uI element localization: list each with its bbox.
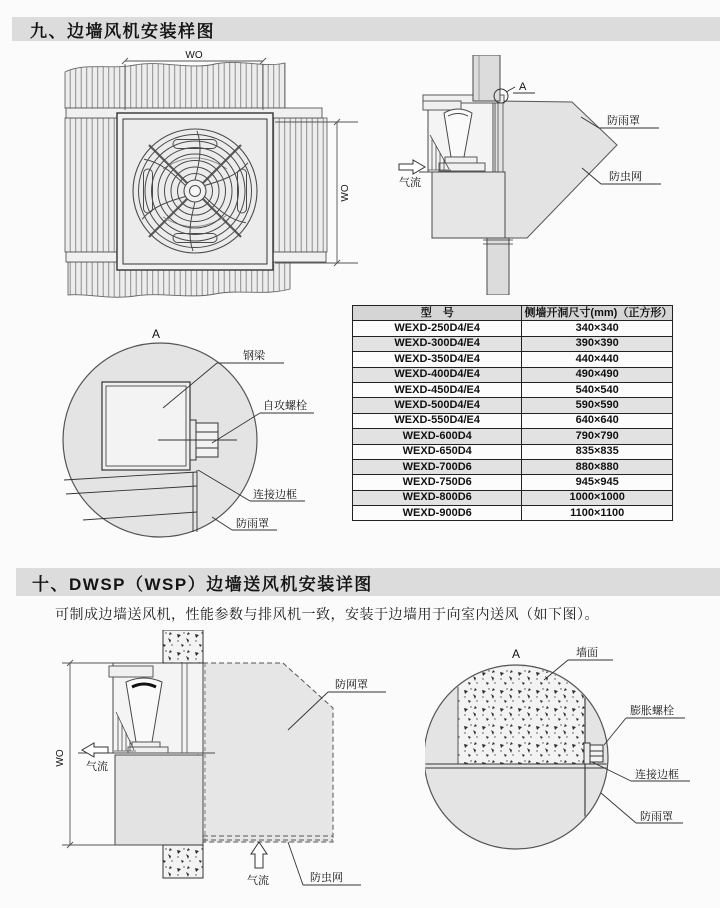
table-row	[353, 336, 673, 351]
rain-cover-label10: 防雨罩	[640, 811, 673, 823]
insect-net-callout	[582, 168, 661, 184]
connecting-frame-label: 连接边框	[253, 489, 297, 501]
spec-table	[352, 305, 673, 521]
size-cell: 390×390	[522, 336, 673, 351]
model-cell: WEXD-550D4/E4	[353, 413, 522, 428]
net-cover-label: 防网罩	[335, 679, 368, 691]
dim-height-label: WO	[340, 184, 351, 202]
net-hood-shape	[203, 663, 333, 842]
insect-net-label: 防虫网	[609, 171, 642, 183]
rain-cover-callout10	[601, 793, 683, 823]
size-cell: 790×790	[522, 429, 673, 444]
table-row	[353, 506, 673, 521]
model-cell: WEXD-400D4/E4	[353, 367, 522, 382]
table-row	[353, 352, 673, 367]
detail-a-marker10: A	[512, 647, 521, 661]
dim-height10-label: WO	[55, 749, 66, 767]
size-header: 侧墙开洞尺寸(mm)（正方形）	[522, 306, 673, 321]
detail-a-marker: A	[152, 327, 161, 341]
table-row	[353, 321, 673, 336]
size-cell: 640×640	[522, 413, 673, 428]
lower-housing	[432, 172, 505, 238]
expansion-bolt-shape	[584, 743, 603, 764]
airflow-left-arrow-icon	[82, 743, 108, 757]
section10-intro: 可制成边墙送风机，性能参数与排风机一致，安装于边墙用于向室内送风（如下图）。	[55, 606, 599, 622]
model-cell: WEXD-250D4/E4	[353, 321, 522, 336]
size-cell: 340×340	[522, 321, 673, 336]
steel-beam-label: 钢梁	[243, 350, 265, 362]
size-cell: 835×835	[522, 444, 673, 459]
size-cell: 490×490	[522, 367, 673, 382]
self-tapping-bolt-label: 自攻螺栓	[263, 400, 307, 412]
model-cell: WEXD-600D4	[353, 429, 522, 444]
size-cell: 590×590	[522, 398, 673, 413]
table-row	[353, 475, 673, 490]
size-cell: 1100×1100	[522, 506, 673, 521]
fan-unit10	[109, 663, 203, 753]
lower-housing10	[115, 755, 203, 845]
rain-hood-shape	[495, 101, 617, 238]
model-cell: WEXD-500D4/E4	[353, 398, 522, 413]
table-row	[353, 444, 673, 459]
detail-a-drawing10	[425, 632, 720, 872]
size-cell: 440×440	[522, 352, 673, 367]
model-cell: WEXD-300D4/E4	[353, 336, 522, 351]
section10-heading-bar	[16, 568, 720, 596]
rain-cover-callout2	[212, 517, 277, 530]
table-row	[353, 382, 673, 397]
airflow-left-label: 气流	[86, 761, 108, 773]
table-row	[353, 398, 673, 413]
dim-width-label: WO	[185, 50, 203, 61]
fan-grille	[133, 129, 257, 253]
section9-heading: 九、边墙风机安装样图	[30, 21, 215, 41]
model-cell: WEXD-750D6	[353, 475, 522, 490]
section10-heading: 十、DWSP（WSP）边墙送风机安装详图	[32, 574, 373, 594]
size-cell: 945×945	[522, 475, 673, 490]
detail-a-marker-label: A	[519, 81, 527, 93]
size-cell: 880×880	[522, 459, 673, 474]
airflow-label: 气流	[399, 177, 421, 189]
model-cell: WEXD-350D4/E4	[353, 352, 522, 367]
dimension-height10	[67, 660, 73, 848]
table-row	[353, 367, 673, 382]
front-view-drawing	[40, 48, 362, 302]
model-cell: WEXD-800D6	[353, 490, 522, 505]
expansion-bolt-callout	[604, 703, 685, 745]
detail-a-drawing	[60, 310, 352, 546]
model-header: 型 号	[353, 306, 522, 321]
expansion-bolt-label: 膨胀螺栓	[630, 705, 674, 717]
size-cell: 1000×1000	[522, 490, 673, 505]
airflow-bottom-label: 气流	[247, 875, 269, 887]
model-cell: WEXD-650D4	[353, 444, 522, 459]
rain-cover-label: 防雨罩	[607, 115, 640, 127]
supply-fan-drawing	[30, 630, 390, 905]
table-header-row	[353, 306, 673, 321]
insect-net-label10: 防虫网	[310, 872, 343, 884]
table-row	[353, 490, 673, 505]
table-row	[353, 413, 673, 428]
section9-heading-bar	[12, 17, 720, 41]
model-cell: WEXD-900D6	[353, 506, 522, 521]
wall-surface-label: 墙面	[576, 647, 598, 659]
rain-cover-label2: 防雨罩	[236, 518, 269, 530]
size-cell: 540×540	[522, 382, 673, 397]
connecting-frame-label10: 连接边框	[635, 769, 679, 781]
side-view-drawing	[385, 55, 720, 295]
table-row	[353, 459, 673, 474]
table-row	[353, 429, 673, 444]
airflow-up-arrow-icon	[251, 842, 267, 868]
model-cell: WEXD-700D6	[353, 459, 522, 474]
insect-net-callout10	[288, 842, 361, 885]
fan-unit	[423, 95, 504, 172]
model-cell: WEXD-450D4/E4	[353, 382, 522, 397]
steel-beam-section	[102, 382, 190, 470]
